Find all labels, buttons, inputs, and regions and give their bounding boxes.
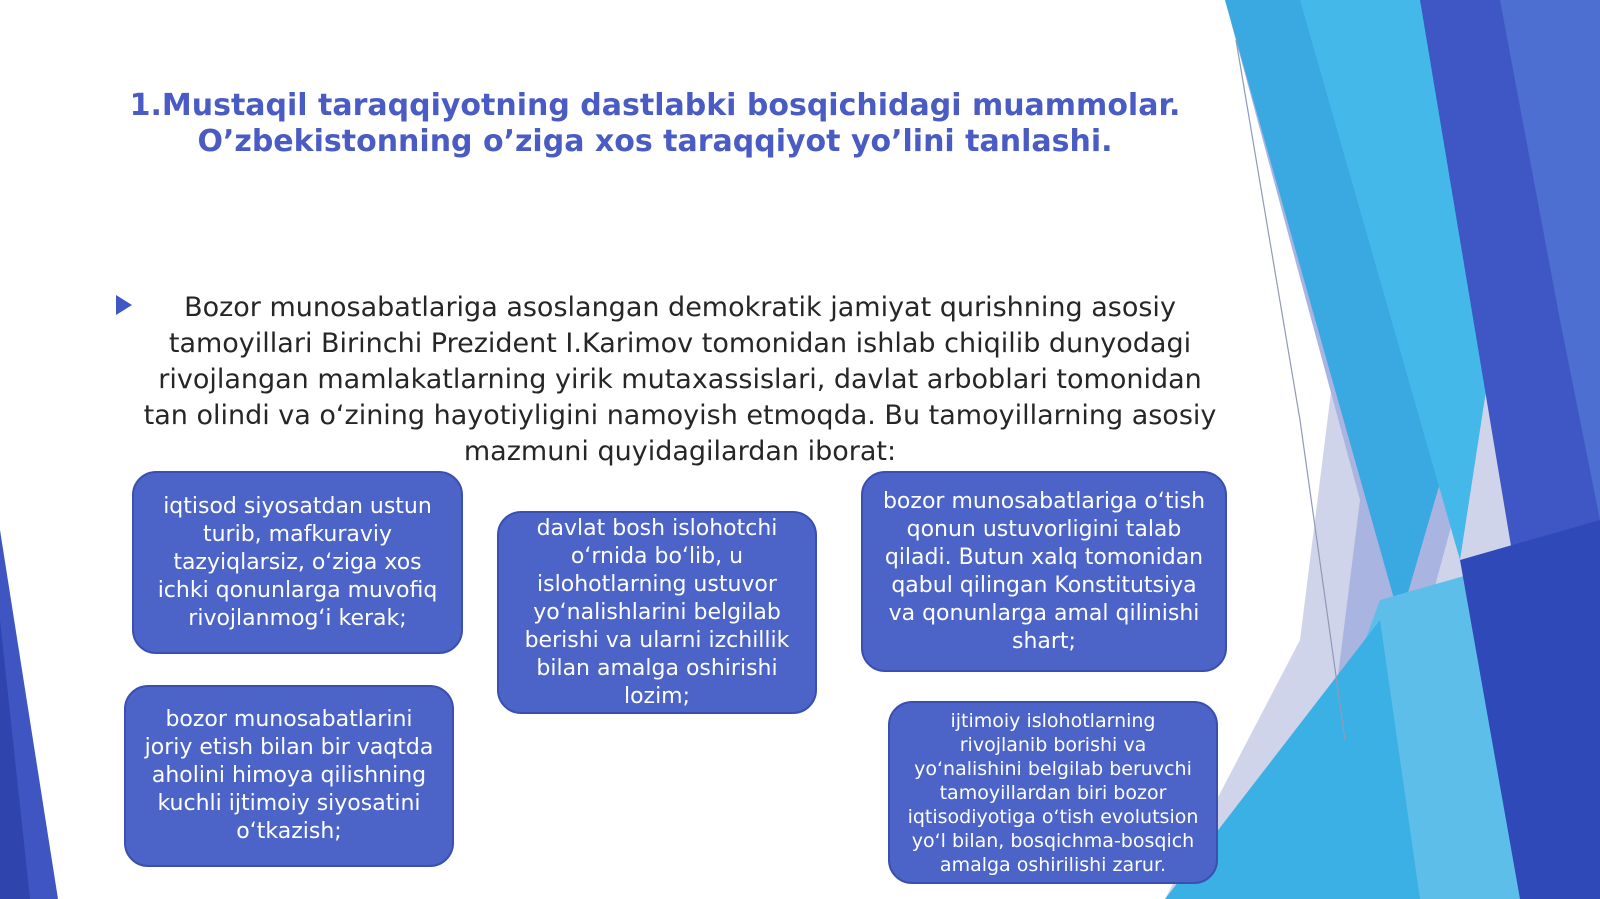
title-line-2: O’zbekistonning o’ziga xos taraqqiyot yo’lini tanlashi. xyxy=(197,124,1113,159)
principle-box-4-text: bozor munosabatlarini joriy etish bilan bir vaqtda aholini himoya qilishning kuchli ijtimoiy siyosatini o‘tkazish; xyxy=(144,707,434,844)
principle-box-2 xyxy=(497,511,817,714)
title-line-1: 1.Mustaqil taraqqiyotning dastlabki bosqichidagi muammolar. xyxy=(129,88,1181,123)
principle-box-5-text: ijtimoiy islohotlarning rivojlanib borishi va yo‘nalishini belgilab beruvchi tamoyillardan biri bozor iqtisodiyotiga o‘tish evolutsion yo‘l bilan, bosqichma-bosqich amalga oshirilishi zarur. xyxy=(907,709,1199,876)
principle-box-1 xyxy=(132,471,463,654)
triangle-right-icon xyxy=(114,294,134,316)
intro-paragraph: Bozor munosabatlariga asoslangan demokratik jamiyat qurishning asosiy tamoyillari Birinchi Prezident I.Karimov tomonidan ishlab chiqilib dunyodagi rivojlangan mamlakatlarning yirik mutaxassislari, davlat arboblari tomonidan tan olindi va o‘zining hayotiyligini namoyish etmoqda. Bu tamoyillarning asosiy mazmuni quyidagilardan iborat: xyxy=(143,292,1217,467)
principle-box-5 xyxy=(888,701,1218,884)
principle-box-4 xyxy=(124,685,454,867)
slide-title xyxy=(90,88,1220,160)
principle-box-2-text: davlat bosh islohotchi o‘rnida bo‘lib, u islohotlarning ustuvor yo‘nalishlarini belgilab berishi va ularni izchillik bilan amalga oshirishi lozim; xyxy=(524,515,790,709)
principle-box-3-text: bozor munosabatlariga o‘tish qonun ustuvorligini talab qiladi. Butun xalq tomonidan qabul qilingan Konstitutsiya va qonunlarga amal qilinishi shart; xyxy=(882,488,1206,654)
principle-box-1-text: iqtisod siyosatdan ustun turib, mafkuraviy tazyiqlarsiz, o‘ziga xos ichki qonunlarga muvofiq rivojlanmog‘i kerak; xyxy=(157,493,438,631)
principle-box-3 xyxy=(861,471,1227,672)
